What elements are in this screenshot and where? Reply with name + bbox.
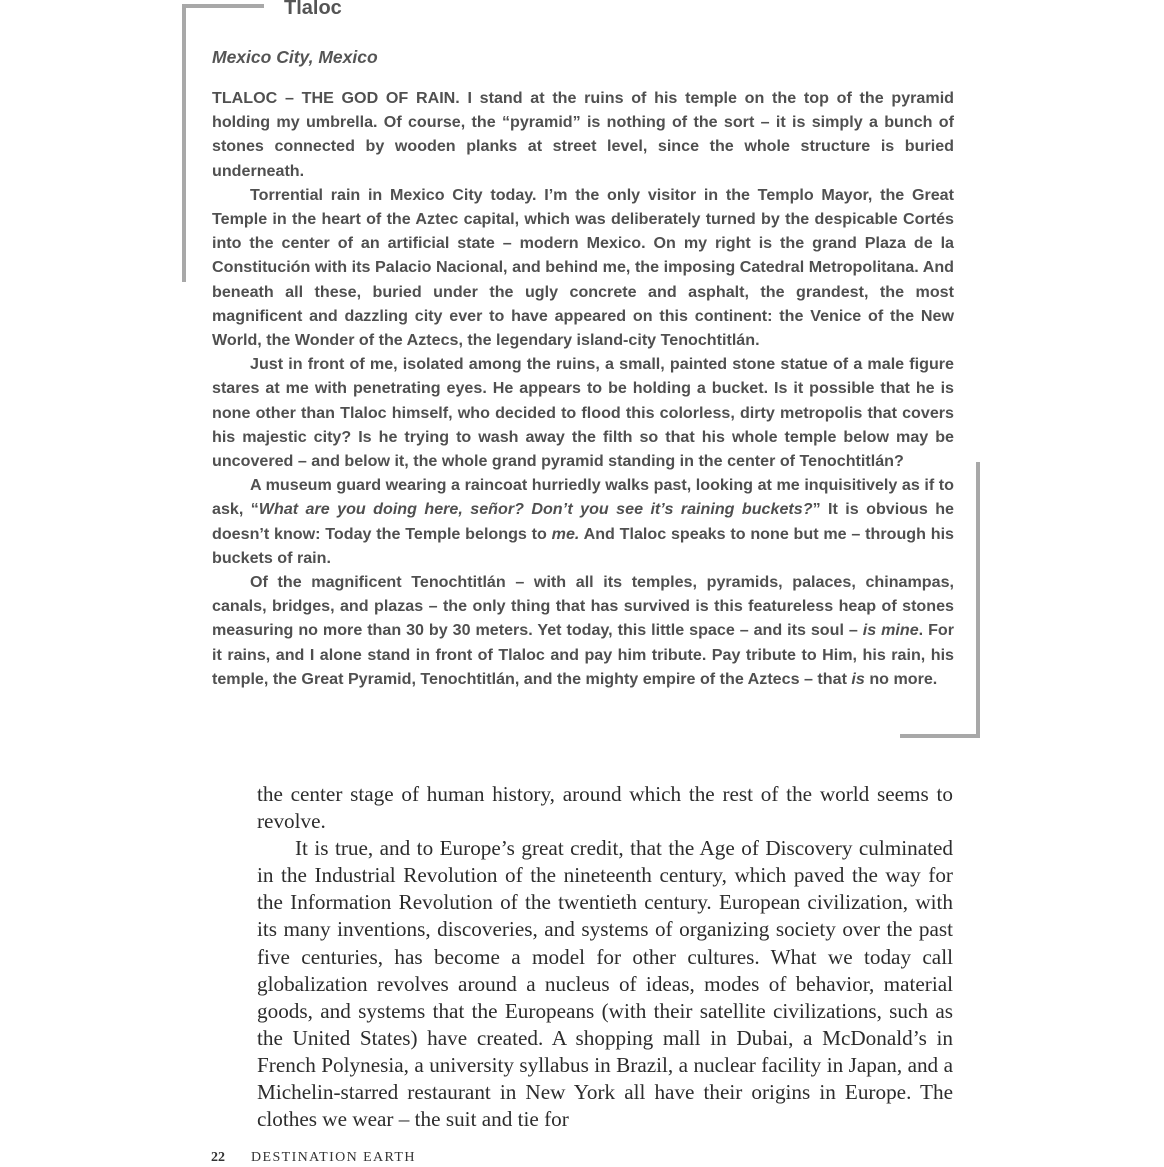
body-paragraph: It is true, and to Europe’s great credit, that the Age of Discovery culminated in the Industrial Revolution of the nineteenth century, which paved the way for the Information Revolution of the twentieth century. European civilization, with its many inventions, discoveries, and systems of organizing society over the past five centuries, has become a model for other cultures. What we today call globalization revolves around a nucleus of ideas, modes of behavior, material goods, and systems that the Europeans (with their satellite civilizations, such as the United States) have created. A shopping mall in Dubai, a McDonald’s in French Polynesia, a university syllabus in Brazil, a nuclear facility in Japan, and a Michelin-starred restaurant in New York all have their origins in Europe. The clothes we wear – the suit and tie for — [257, 836, 953, 1132]
text-run: Of the magnificent Tenochtitlán – with all its temples, pyramids, palaces, chinampas, canals, bridges, and plazas – the only thing that has survived is this featureless heap of stones measuring no more than 30 by 30 meters. Yet today, this little space – and its soul – — [212, 573, 954, 640]
sidebar-title: Tlaloc — [284, 0, 342, 19]
sidebar-paragraph: TLALOC – THE GOD OF RAIN. I stand at the ruins of his temple on the top of the pyramid holding my umbrella. Of course, the “pyramid” is nothing of the sort – it is simply a bunch of stones connected by wooden planks at street level, since the whole structure is buried underneath. — [212, 89, 954, 180]
sidebar-bracket-top — [182, 4, 264, 8]
sidebar-bracket-left — [182, 4, 186, 282]
page-footer — [211, 1149, 416, 1167]
text-run: no more. — [864, 669, 938, 688]
italic-emphasis: is mine — [862, 621, 919, 640]
sidebar-paragraph — [212, 570, 954, 691]
text-run: ” It is obvious he doesn’t know: Today the Temple belongs to — [212, 500, 955, 543]
italic-quote: What are you doing here, señor? Don’t you see it’s raining buckets? — [258, 500, 813, 519]
page-number: 22 — [211, 1150, 225, 1165]
sidebar-body — [212, 86, 954, 691]
text-run: And Tlaloc speaks to none but me – through his buckets of rain. — [212, 524, 954, 567]
sidebar-paragraph: Torrential rain in Mexico City today. I’m the only visitor in the Templo Mayor, the Great Temple in the heart of the Aztec capital, which was deliberately turned by the despicable Cortés into the center of an artificial state – modern Mexico. On my right is the grand Plaza de la Constitución with its Palacio Nacional, and behind me, the imposing Catedral Metropolitana. And beneath all these, buried under the ugly concrete and asphalt, the grandest, the most magnificent and dazzling city ever to have appeared on this continent: the Venice of the New World, the Wonder of the Aztecs, the legendary island-city Tenochtitlán. — [212, 185, 954, 350]
italic-emphasis: is — [851, 669, 865, 688]
sidebar-bracket-right — [976, 462, 980, 738]
sidebar-paragraph: Just in front of me, isolated among the ruins, a small, painted stone statue of a male figure stares at me with penetrating eyes. He appears to be holding a bucket. Is it possible that he is none other than Tlaloc himself, who decided to flood this colorless, dirty metropolis that covers his majestic city? Is he trying to wash away the filth so that his whole temple below may be uncovered – and below it, the whole grand pyramid standing in the center of Tenochtitlán? — [212, 355, 954, 471]
text-run: A museum guard wearing a raincoat hurriedly walks past, looking at me inquisitively as if to ask, “ — [212, 476, 954, 519]
text-run: . For it rains, and I alone stand in front of Tlaloc and pay him tribute. Pay tribute to Him, his rain, his temple, the Great Pyramid, Tenochtitlán, and the mighty empire of the Aztecs – that — [212, 621, 954, 688]
sidebar-paragraph — [212, 473, 954, 570]
main-body — [257, 781, 953, 1133]
sidebar-bracket-bottom — [900, 734, 980, 738]
running-head: DESTINATION EARTH — [251, 1150, 416, 1165]
sidebar-place: Mexico City, Mexico — [212, 47, 378, 67]
body-paragraph: the center stage of human history, around which the rest of the world seems to revolve. — [257, 782, 953, 834]
italic-emphasis: me. — [551, 524, 580, 543]
